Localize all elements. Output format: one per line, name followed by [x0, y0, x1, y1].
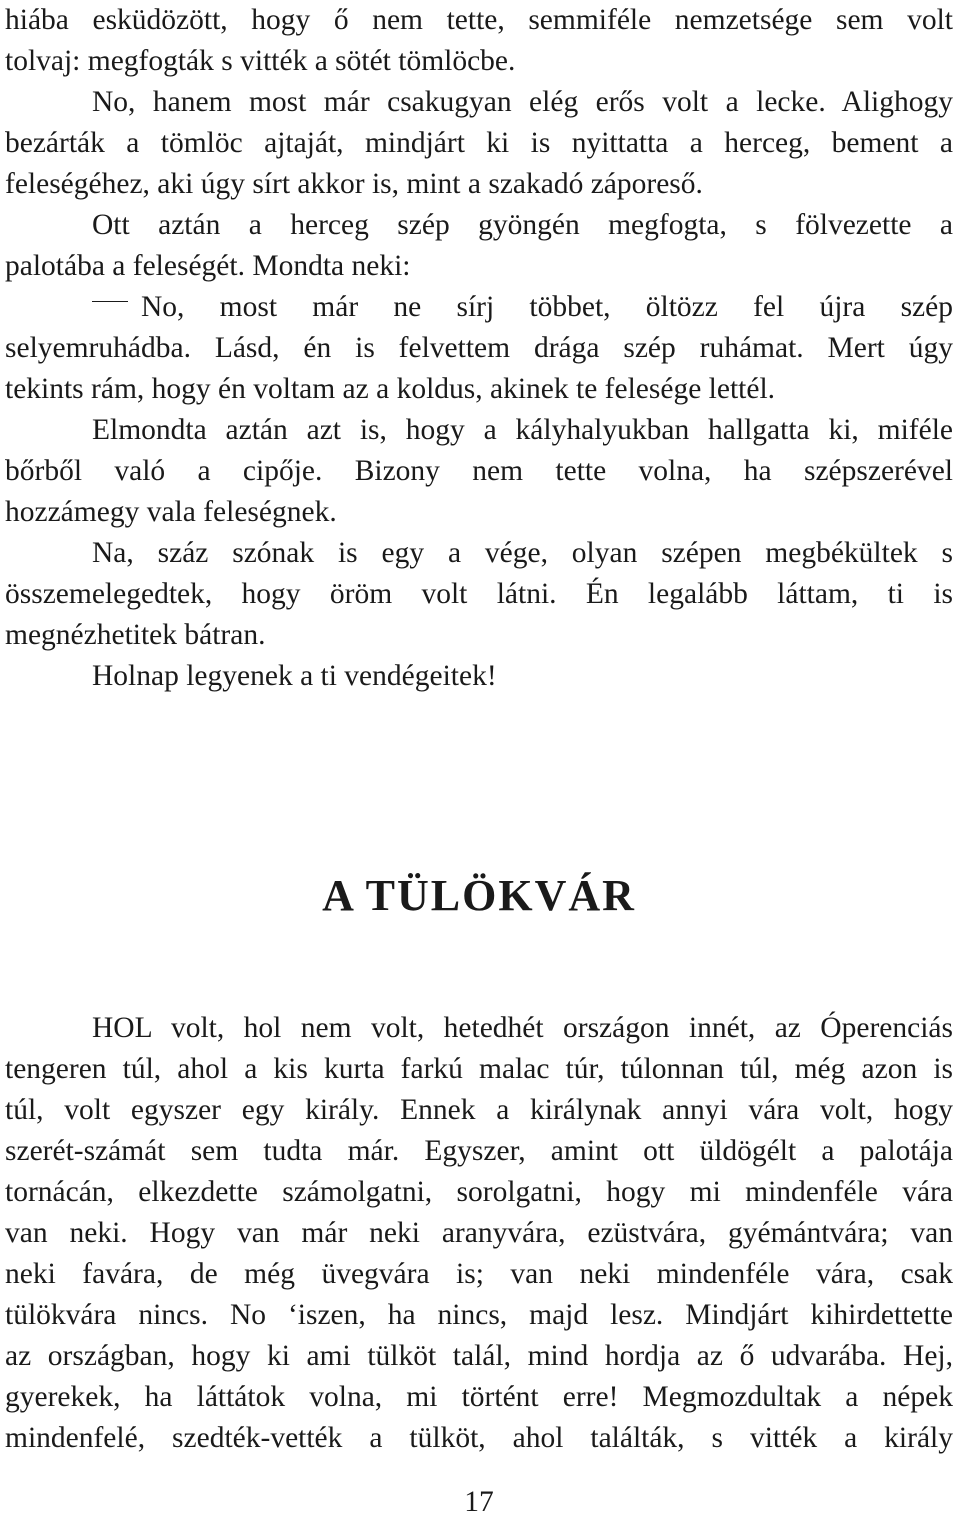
text-line: Ott aztán a herceg szép gyöngén megfogta, s fölvezette a: [92, 209, 953, 241]
chapter-body-text: [5, 1008, 953, 1459]
text-line: tekints rám, hogy én voltam az a koldus, akinek te felesége lettél.: [5, 373, 776, 405]
text-line: selyemruhádba. Lásd, én is felvettem drága szép ruhámat. Mert úgy: [5, 332, 953, 364]
text-line: hiába esküdözött, hogy ő nem tette, semmiféle nemzetsége sem volt: [5, 4, 953, 36]
text-line: Elmondta aztán azt is, hogy a kályhalyukban hallgatta ki, miféle: [92, 414, 953, 446]
text-line: HOL volt, hol nem volt, hetedhét országon innét, az Óperenciás: [92, 1012, 953, 1044]
previous-story-text: [5, 0, 953, 697]
text-line: tornácán, elkezdette számolgatni, sorolgatni, hogy mi mindenféle vára: [5, 1176, 953, 1208]
text-line: összemelegedtek, hogy öröm volt látni. Én legalább láttam, ti is: [5, 578, 953, 610]
text-line: bőrből való a cipője. Bizony nem tette volna, ha szépszerével: [5, 455, 953, 487]
text-line: palotába a feleségét. Mondta neki:: [5, 250, 411, 282]
text-line: túl, volt egyszer egy király. Ennek a királynak annyi vára volt, hogy: [5, 1094, 953, 1126]
page-number: 17: [464, 1486, 494, 1518]
chapter-title: A TÜLÖKVÁR: [322, 871, 636, 920]
text-line: tengeren túl, ahol a kis kurta farkú malac túr, túlonnan túl, még azon is: [5, 1053, 953, 1085]
text-line: megnézhetitek bátran.: [5, 619, 266, 651]
text-line: neki favára, de még üvegvára is; van neki mindenféle vára, csak: [5, 1258, 953, 1290]
text-line: mindenfelé, szedték-vették a tülköt, ahol találták, s vitték a király: [5, 1422, 953, 1454]
text-line: tolvaj: megfogták s vitték a sötét tömlöcbe.: [5, 45, 516, 77]
text-line: No, most már ne sírj többet, öltözz fel újra szép: [141, 291, 953, 323]
text-line: Holnap legyenek a ti vendégeitek!: [92, 660, 497, 692]
text-line: van neki. Hogy van már neki aranyvára, ezüstvára, gyémántvára; van: [5, 1217, 953, 1249]
dialogue-line: [5, 287, 953, 328]
text-line: szerét-számát sem tudta már. Egyszer, amint ott üldögélt a palotája: [5, 1135, 953, 1167]
text-line: tülökvára nincs. No ‘iszen, ha nincs, majd lesz. Mindjárt kihirdettette: [5, 1299, 953, 1331]
dialogue-dash: [92, 301, 128, 303]
text-line: az országban, hogy ki ami tülköt talál, mind hordja az ő udvarába. Hej,: [5, 1340, 953, 1372]
text-line: bezárták a tömlöc ajtaját, mindjárt ki is nyittatta a herceg, bement a: [5, 127, 953, 159]
text-line: No, hanem most már csakugyan elég erős volt a lecke. Alighogy: [92, 86, 953, 118]
text-line: gyerekek, ha láttátok volna, mi történt erre! Megmozdultak a népek: [5, 1381, 953, 1413]
text-line: feleségéhez, aki úgy sírt akkor is, mint a szakadó záporeső.: [5, 168, 703, 200]
text-line: Na, száz szónak is egy a vége, olyan szépen megbékültek s: [92, 537, 953, 569]
text-line: hozzámegy vala feleségnek.: [5, 496, 337, 528]
